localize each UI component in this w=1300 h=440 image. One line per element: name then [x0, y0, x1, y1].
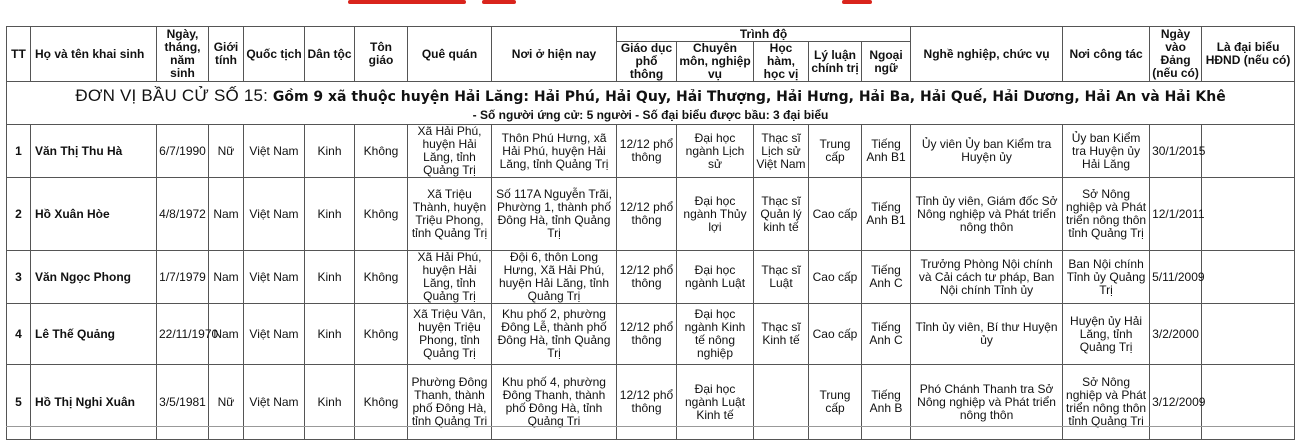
table-row	[7, 304, 1295, 365]
cell-academic: Thạc sĩ Kinh tế	[754, 304, 809, 365]
cell-political: Cao cấp	[809, 304, 862, 365]
cell-specialty: Đại học ngành Luật	[677, 251, 754, 304]
cell-language: Tiếng Anh B	[862, 365, 911, 440]
cell-gender: Nữ	[209, 365, 244, 440]
cell-name: Văn Thị Thu Hà	[31, 125, 157, 178]
cell-name: Hồ Thị Nghi Xuân	[31, 365, 157, 440]
cell-name: Lê Thế Quảng	[31, 304, 157, 365]
cell-council	[1202, 125, 1295, 178]
cell-gender: Nam	[209, 178, 244, 251]
cell-dob: 4/8/1972	[157, 178, 209, 251]
col-header-religion: Tôn giáo	[355, 27, 408, 82]
cell-gender: Nữ	[209, 125, 244, 178]
cell-ethnicity: Kinh	[305, 251, 355, 304]
cell-party-date: 3/2/2000	[1150, 304, 1202, 365]
cell-tt: 4	[7, 304, 31, 365]
cell-party-date: 12/1/2011	[1150, 178, 1202, 251]
col-header-nationality: Quốc tịch	[244, 27, 305, 82]
cell-occupation: Ủy viên Ủy ban Kiểm tra Huyện ủy	[911, 125, 1063, 178]
col-header-workplace: Nơi công tác	[1063, 27, 1150, 82]
cell-political: Cao cấp	[809, 251, 862, 304]
cell-nationality: Việt Nam	[244, 178, 305, 251]
cell-dob: 6/7/1990	[157, 125, 209, 178]
cell-specialty: Đại học ngành Thủy lợi	[677, 178, 754, 251]
title-bar-fragment	[0, 0, 1300, 26]
cell-tt: 2	[7, 178, 31, 251]
title-fragment-right	[842, 0, 872, 4]
col-header-party-date: Ngày vào Đảng (nếu có)	[1150, 27, 1202, 82]
cell-religion: Không	[355, 251, 408, 304]
cell-residence: Đội 6, thôn Long Hưng, Xã Hải Phú, huyện Hải Lăng, tỉnh Quảng Trị	[492, 251, 617, 304]
cell-dob: 3/5/1981	[157, 365, 209, 440]
table-row	[7, 251, 1295, 304]
cell-occupation: Phó Chánh Thanh tra Sở Nông nghiệp và Phát triển nông thôn	[911, 365, 1063, 440]
col-header-dob: Ngày, tháng, năm sinh	[157, 27, 209, 82]
cell-party-date: 5/11/2009	[1150, 251, 1202, 304]
cell-academic	[754, 365, 809, 440]
electoral-unit-row	[7, 82, 1295, 125]
cell-occupation: Trưởng Phòng Nội chính và Cải cách tư pháp, Ban Nội chính Tỉnh ủy	[911, 251, 1063, 304]
cell-ethnicity: Kinh	[305, 178, 355, 251]
electoral-unit-title	[7, 83, 1294, 108]
cell-religion: Không	[355, 125, 408, 178]
col-header-ethnicity: Dân tộc	[305, 27, 355, 82]
col-header-hometown: Quê quán	[408, 27, 492, 82]
cell-hometown: Phường Đông Thanh, thành phố Đông Hà, tỉnh Quảng Trị	[408, 365, 492, 440]
cell-hometown: Xã Hải Phú, huyện Hải Lăng, tỉnh Quảng Trị	[408, 125, 492, 178]
cell-language: Tiếng Anh B1	[862, 178, 911, 251]
unit-title-rest: Gồm 9 xã thuộc huyện Hải Lăng: Hải Phú, Hải Quy, Hải Thượng, Hải Hưng, Hải Ba, Hải Quế, Hải Dương, Hải An và Hải Khê	[272, 88, 1226, 105]
cell-workplace: Sở Nông nghiệp và Phát triển nông thôn tỉnh Quảng Trị	[1063, 178, 1150, 251]
table-header	[7, 27, 1295, 82]
cell-political: Trung cấp	[809, 365, 862, 440]
col-header-name: Họ và tên khai sinh	[31, 27, 157, 82]
cell-name: Văn Ngọc Phong	[31, 251, 157, 304]
cell-ethnicity: Kinh	[305, 365, 355, 440]
cell-hometown: Xã Triệu Thành, huyện Triệu Phong, tỉnh Quảng Trị	[408, 178, 492, 251]
cell-workplace: Ban Nội chính Tỉnh ủy Quảng Trị	[1063, 251, 1150, 304]
cell-general-edu: 12/12 phổ thông	[617, 178, 677, 251]
cell-gender: Nam	[209, 304, 244, 365]
cell-residence: Số 117A Nguyễn Trãi, Phường 1, thành phố Đông Hà, tỉnh Quảng Trị	[492, 178, 617, 251]
cell-workplace: Sở Nông nghiệp và Phát triển nông thôn tỉnh Quảng Trị	[1063, 365, 1150, 440]
cell-academic: Thạc sĩ Lịch sử Việt Nam	[754, 125, 809, 178]
title-fragment-left	[348, 0, 466, 4]
cell-workplace: Huyện ủy Hải Lăng, tỉnh Quảng Trị	[1063, 304, 1150, 365]
cell-general-edu: 12/12 phổ thông	[617, 125, 677, 178]
table-row	[7, 365, 1295, 440]
cell-ethnicity: Kinh	[305, 304, 355, 365]
cell-gender: Nam	[209, 251, 244, 304]
cell-council	[1202, 178, 1295, 251]
cell-tt: 1	[7, 125, 31, 178]
unit-title-lead: ĐƠN VỊ BẦU CỬ SỐ 15:	[75, 85, 269, 105]
cell-specialty: Đại học ngành Kinh tế nông nghiệp	[677, 304, 754, 365]
cell-party-date: 30/1/2015	[1150, 125, 1202, 178]
cell-tt: 5	[7, 365, 31, 440]
cell-specialty: Đại học ngành Luật Kinh tế	[677, 365, 754, 440]
cell-religion: Không	[355, 178, 408, 251]
cell-residence: Thôn Phú Hưng, xã Hải Phú, huyện Hải Lăng, tỉnh Quảng Trị	[492, 125, 617, 178]
cell-general-edu: 12/12 phổ thông	[617, 251, 677, 304]
cell-specialty: Đại học ngành Lịch sử	[677, 125, 754, 178]
col-header-political: Lý luận chính trị	[809, 42, 862, 82]
cell-council	[1202, 251, 1295, 304]
cell-hometown: Xã Hải Phú, huyện Hải Lăng, tỉnh Quảng Trị	[408, 251, 492, 304]
cell-language: Tiếng Anh C	[862, 304, 911, 365]
cell-religion: Không	[355, 304, 408, 365]
col-header-academic: Học hàm, học vị	[754, 42, 809, 82]
electoral-unit-subtitle: - Số người ứng cử: 5 người - Số đại biểu được bầu: 3 đại biểu	[472, 107, 829, 122]
candidate-table	[6, 26, 1295, 440]
cell-dob: 1/7/1979	[157, 251, 209, 304]
table-row	[7, 178, 1295, 251]
cell-language: Tiếng Anh B1	[862, 125, 911, 178]
col-header-specialty: Chuyên môn, nghiệp vụ	[677, 42, 754, 82]
cell-council	[1202, 304, 1295, 365]
cell-ethnicity: Kinh	[305, 125, 355, 178]
cell-name: Hồ Xuân Hòe	[31, 178, 157, 251]
cell-religion: Không	[355, 365, 408, 440]
cell-academic: Thạc sĩ Quản lý kinh tế	[754, 178, 809, 251]
cell-political: Cao cấp	[809, 178, 862, 251]
cell-academic: Thạc sĩ Luật	[754, 251, 809, 304]
col-header-residence: Nơi ở hiện nay	[492, 27, 617, 82]
col-header-council: Là đại biểu HĐND (nếu có)	[1202, 27, 1295, 82]
cell-council	[1202, 365, 1295, 440]
cell-workplace: Ủy ban Kiểm tra Huyện ủy Hải Lăng	[1063, 125, 1150, 178]
col-header-language: Ngoại ngữ	[862, 42, 911, 82]
cell-political: Trung cấp	[809, 125, 862, 178]
cell-occupation: Tỉnh ủy viên, Giám đốc Sở Nông nghiệp và Phát triển nông thôn	[911, 178, 1063, 251]
cell-general-edu: 12/12 phổ thông	[617, 304, 677, 365]
bottom-rule	[6, 426, 1294, 427]
cell-nationality: Việt Nam	[244, 251, 305, 304]
cell-language: Tiếng Anh C	[862, 251, 911, 304]
cell-dob: 22/11/1970	[157, 304, 209, 365]
cell-occupation: Tỉnh ủy viên, Bí thư Huyện ủy	[911, 304, 1063, 365]
cell-tt: 3	[7, 251, 31, 304]
cell-hometown: Xã Triệu Vân, huyện Triệu Phong, tỉnh Quảng Trị	[408, 304, 492, 365]
col-header-gender: Giới tính	[209, 27, 244, 82]
cell-residence: Khu phố 2, phường Đông Lễ, thành phố Đông Hà, tỉnh Quảng Trị	[492, 304, 617, 365]
table-row	[7, 125, 1295, 178]
cell-nationality: Việt Nam	[244, 125, 305, 178]
col-header-general-edu: Giáo dục phổ thông	[617, 42, 677, 82]
cell-residence: Khu phố 4, phường Đông Thanh, thành phố Đông Hà, tỉnh Quảng Trị	[492, 365, 617, 440]
col-header-education-group: Trình độ	[617, 27, 911, 42]
cell-nationality: Việt Nam	[244, 365, 305, 440]
col-header-occupation: Nghề nghiệp, chức vụ	[911, 27, 1063, 82]
col-header-tt: TT	[7, 27, 31, 82]
cell-nationality: Việt Nam	[244, 304, 305, 365]
cell-party-date: 3/12/2009	[1150, 365, 1202, 440]
cell-general-edu: 12/12 phổ thông	[617, 365, 677, 440]
title-fragment-mid	[482, 0, 516, 4]
